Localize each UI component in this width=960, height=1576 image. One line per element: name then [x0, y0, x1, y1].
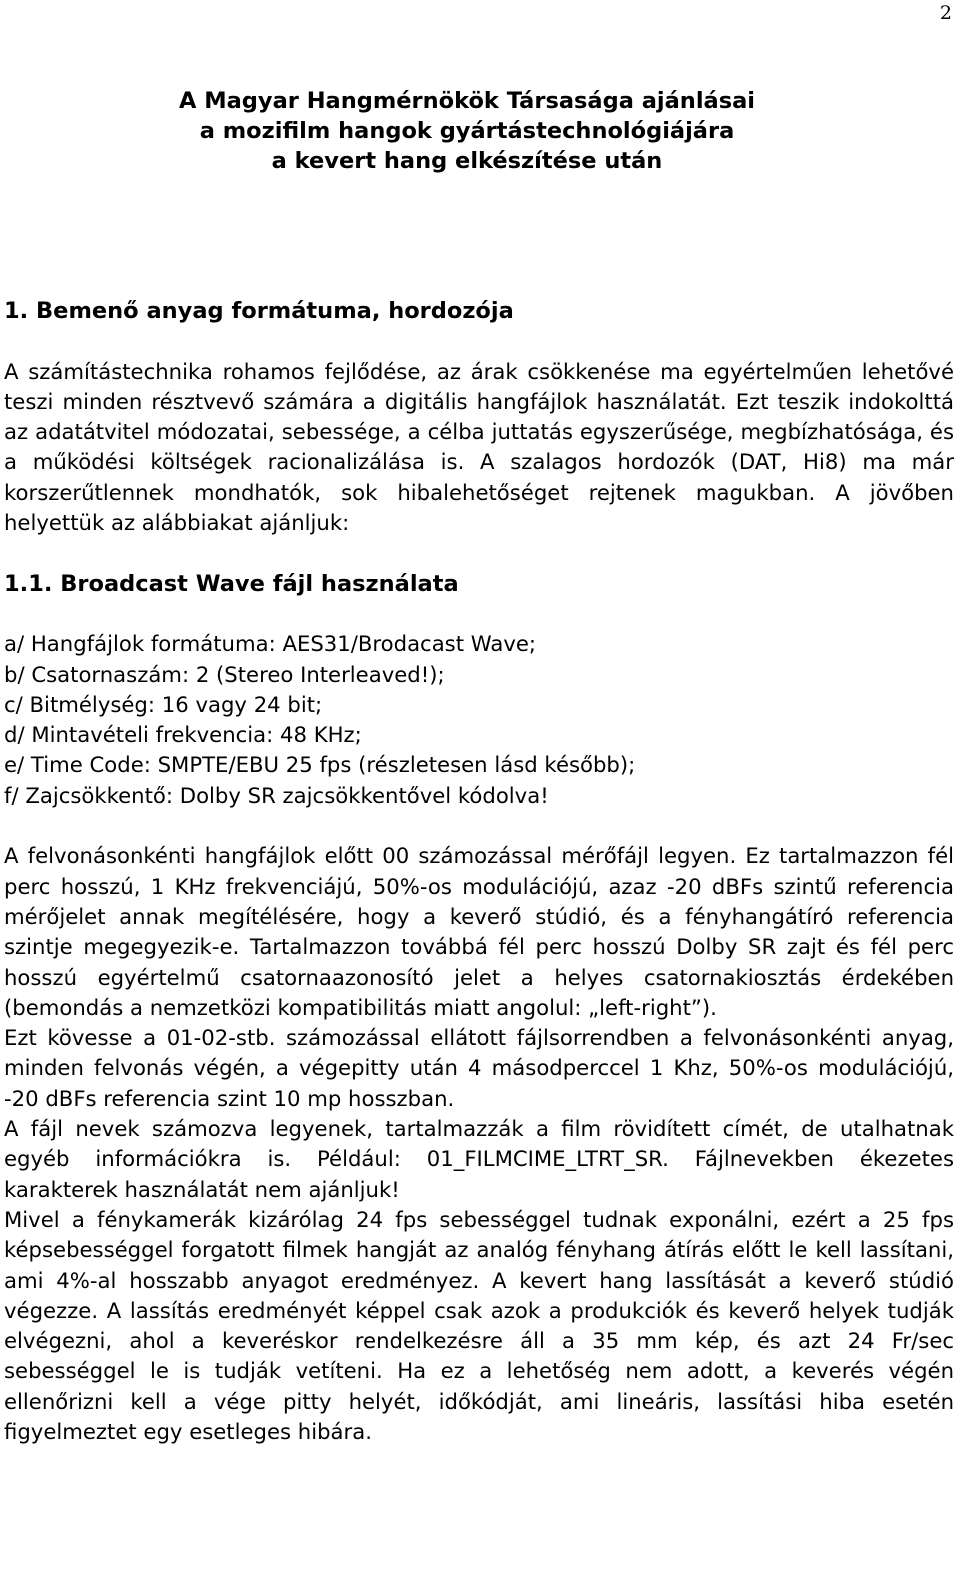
spec-list [4, 629, 954, 811]
list-item: f/ Zajcsökkentő: Dolby SR zajcsökkentővel kódolva! [4, 782, 549, 808]
title-line-1: A Magyar Hangmérnökök Társasága ajánlásai [178, 88, 755, 114]
section-1-1-heading: 1.1. Broadcast Wave fájl használata [4, 570, 459, 597]
page-number: 2 [939, 2, 952, 24]
title-line-3: a kevert hang elkészítése után [271, 148, 663, 174]
list-item: d/ Mintavételi frekvencia: 48 KHz; [4, 722, 362, 748]
section-1-heading: 1. Bemenő anyag formátuma, hordozója [4, 298, 514, 324]
paragraph-file-order: Ezt kövesse a 01-02-stb. számozással ellátott fájlsorrendben a felvonásonkénti anyag, minden felvonás végén, a végepitty után 4 másodperccel 1 Khz, 50%-os modulációjú, -20 dBFs referencia szint 10 mp hosszban. [4, 1025, 954, 1111]
paragraph-file-naming: A fájl nevek számozva legyenek, tartalmazzák a film rövidített címét, de utalhatnak egyéb információkra is. Például: 01_FILMCIME_LTRT_SR. Fájlnevekben ékezetes karakterek használatát nem ajánljuk! [4, 1116, 954, 1202]
list-item: e/ Time Code: SMPTE/EBU 25 fps (részletesen lásd később); [4, 752, 636, 778]
paragraph-test-file: A felvonásonkénti hangfájlok előtt 00 számozással mérőfájl legyen. Ez tartalmazzon fél perc hosszú, 1 KHz frekvenciájú, 50%-os modulációjú, azaz -20 dBFs szintű referencia mérőjelet annak megítélésére, hogy a keverő stúdió, és a fényhangátíró referencia szintje megegyezik-e. Tartalmazzon továbbá fél perc hosszú Dolby SR zajt és fél perc hosszú egyértelmű csatornaazonosító jelet a helyes csatornakiosztás érdekében (bemondás a nemzetközi kompatibilitás miatt angolul: „left-right”). [4, 843, 954, 1020]
section-1-paragraph: A számítástechnika rohamos fejlődése, az árak csökkenése ma egyértelműen lehetővé teszi minden résztvevő számára a digitális hangfájlok használatát. Ezt teszik indokolttá az adatátvitel módozatai, sebessége, a célba juttatás egyszerűsége, megbízhatósága, és a működési költségek racionalizálása is. A szalagos hordozók (DAT, Hi8) ma már korszerűtlennek mondhatók, sok hibalehetőséget rejtenek magukban. A jövőben helyettük az alábbiakat ajánljuk: [4, 358, 954, 536]
list-item: b/ Csatornaszám: 2 (Stereo Interleaved!); [4, 661, 445, 687]
paragraph-slowdown: Mivel a fénykamerák kizárólag 24 fps sebességgel tudnak exponálni, ezért a 25 fps képsebességgel forgatott filmek hangját az analóg fényhang átírás előtt le kell lassítani, ami 4%-al hosszabb anyagot eredményez. A kevert hang lassítását a keverő stúdió végezze. A lassítás eredményét képpel csak azok a produkciók és keverő helyek tudják elvégezni, ahol a keveréskor rendelkezésre áll a 35 mm kép, és azt 24 Fr/sec sebességgel le is tudják vetíteni. Ha ez a lehetőség nem adott, a keverés végén ellenőrizni kell a vége pitty helyét, időkódját, ami lineáris, lassítási hiba esetén figyelmeztet egy esetleges hibára. [4, 1206, 954, 1444]
title-line-2: a mozifilm hangok gyártástechnológiájára [199, 118, 735, 144]
list-item: c/ Bitmélység: 16 vagy 24 bit; [4, 691, 323, 717]
list-item: a/ Hangfájlok formátuma: AES31/Brodacast Wave; [4, 631, 537, 657]
document-title [0, 86, 934, 176]
document-body [4, 296, 954, 1447]
